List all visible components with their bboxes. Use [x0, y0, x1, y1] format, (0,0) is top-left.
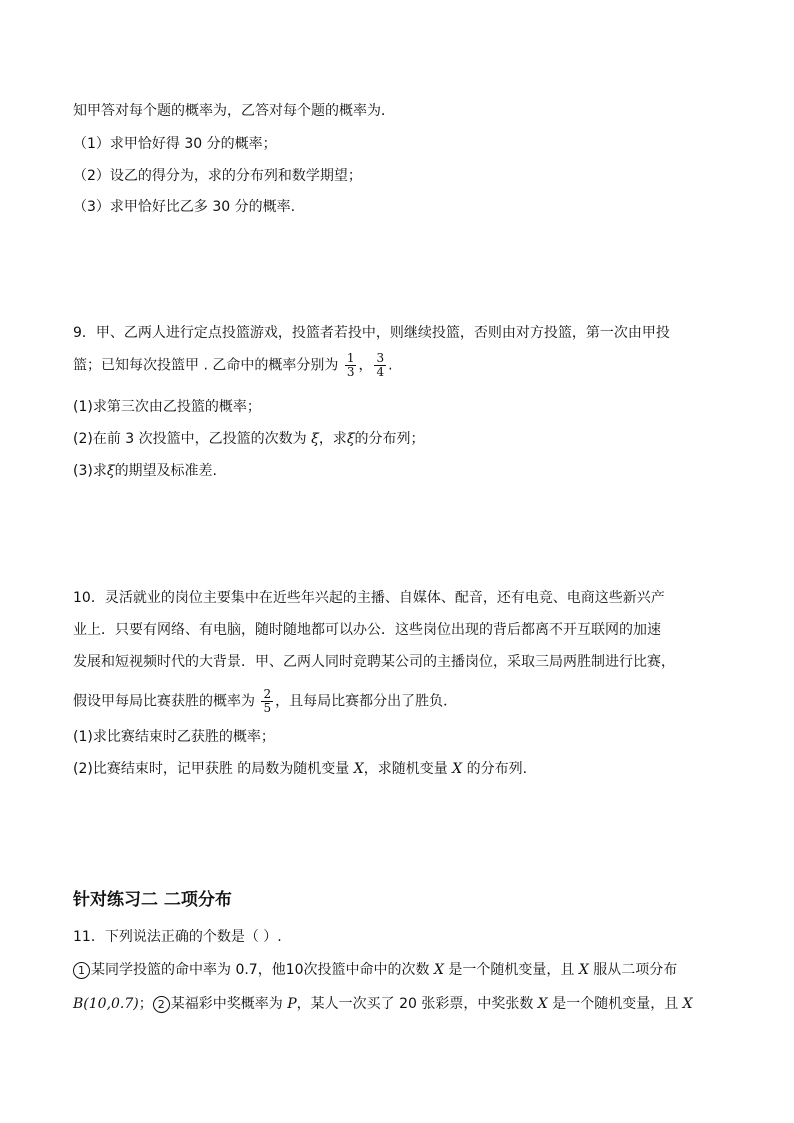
q11-line-2-text-a: 某同学投篮的命中率为 0.7，他10次投篮中命中的次数 [91, 962, 434, 978]
q9-stem-line-2 [73, 352, 393, 379]
q11-line-3-text-d: 是一个随机变量，且 [547, 996, 683, 1012]
q10-fraction [261, 688, 273, 715]
circled-number-2: 2 [153, 996, 170, 1013]
q9-part-3-text-a: (3)求 [73, 463, 107, 479]
q10-stem-line-4 [73, 688, 457, 715]
q10-part-2-text-b: ，求随机变量 [363, 761, 453, 777]
q10-part-2-text-a: (2)比赛结束时，记甲获胜 的局数为随机变量 [73, 761, 354, 777]
q9-part-2-text-b: ，求 [318, 431, 347, 447]
q10-stem-end: ，且每局比赛都分出了胜负． [275, 693, 458, 710]
q10-fraction-denominator: 5 [263, 701, 272, 715]
q9-part-1: (1)求第三次由乙投篮的概率； [73, 399, 261, 415]
q11-line-3-text-b: 某福彩中奖概率为 [170, 996, 288, 1012]
q9-stem-end: . [388, 357, 393, 374]
q10-part-2-text-c: 的分布列. [462, 761, 528, 777]
q11-variable-x: X [537, 996, 548, 1012]
q11-line-3-text-a: ； [138, 996, 153, 1012]
q10-part-2 [73, 759, 527, 779]
q9-part-2-text-c: 的分布列； [354, 431, 425, 447]
q9-part-3 [73, 461, 217, 481]
q11-line-2-text-c: 服从二项分布 [588, 962, 678, 978]
q10-variable-x: X [353, 761, 364, 777]
q9-part-3-text-b: 的期望及标准差. [114, 463, 218, 479]
q9-variable-xi: ξ [311, 431, 319, 447]
q10-stem-line-1: 10．灵活就业的岗位主要集中在近些年兴起的主播、自媒体、配音，还有电竞、电商这些新兴产 [73, 590, 665, 606]
q11-variable-x: X [682, 996, 693, 1012]
section-heading: 针对练习二 二项分布 [73, 890, 232, 910]
q11-line-3-text-c: ，某人一次买了 20 张彩票，中奖张数 [296, 996, 538, 1012]
circled-number-1: 1 [73, 962, 90, 979]
q10-part-1: (1)求比赛结束时乙获胜的概率； [73, 729, 275, 745]
q11-stem-line-3 [73, 994, 693, 1014]
q11-variable-x: X [578, 962, 589, 978]
q11-variable-x: X [433, 962, 444, 978]
q11-variable-p: P [287, 996, 297, 1012]
q9-fraction-2-numerator: 3 [376, 351, 385, 365]
q9-fraction-1 [345, 352, 357, 379]
q11-stem-line-2 [73, 960, 677, 980]
q8-part-1: （1）求甲恰好得 30 分的概率； [73, 136, 277, 152]
q9-part-2 [73, 429, 425, 449]
q9-part-2-text-a: (2)在前 3 次投篮中，乙投篮的次数为 [73, 431, 312, 447]
q9-fraction-1-numerator: 1 [346, 351, 355, 365]
q11-stem-line-1: 11．下列说法正确的个数是（ ）. [73, 929, 282, 945]
q8-intro: 知甲答对每个题的概率为，乙答对每个题的概率为． [73, 103, 395, 119]
q9-fraction-1-denominator: 3 [346, 365, 355, 379]
q9-stem-text: 篮；已知每次投篮甲 . 乙命中的概率分别为 [73, 357, 339, 374]
q10-stem-line-2: 业上．只要有网络、有电脑，随时随地都可以办公．这些岗位出现的背后都离不开互联网的加速 [73, 622, 661, 638]
q10-variable-x: X [452, 761, 463, 777]
q9-fraction-2-denominator: 4 [376, 365, 385, 379]
q10-stem-line-3: 发展和短视频时代的大背景．甲、乙两人同时竞聘某公司的主播岗位，采取三局两胜制进行比赛， [73, 654, 675, 670]
q11-binomial-notation: B(10,0.7) [73, 996, 139, 1012]
q11-line-2-text-b: 是一个随机变量，且 [443, 962, 579, 978]
q9-variable-xi: ξ [106, 463, 115, 479]
q10-stem-text: 假设甲每局比赛获胜的概率为 [73, 693, 255, 710]
q10-fraction-numerator: 2 [263, 687, 272, 701]
q9-stem-line-1: 9．甲、乙两人进行定点投篮游戏，投篮者若投中，则继续投篮，否则由对方投篮，第一次由甲投 [73, 325, 670, 341]
q8-part-3: （3）求甲恰好比乙多 30 分的概率. [73, 199, 296, 215]
q9-separator: ， [358, 357, 373, 374]
q9-fraction-2 [374, 352, 386, 379]
q8-part-2: （2）设乙的得分为，求的分布列和数学期望； [73, 168, 362, 184]
q9-variable-xi: ξ [346, 431, 355, 447]
